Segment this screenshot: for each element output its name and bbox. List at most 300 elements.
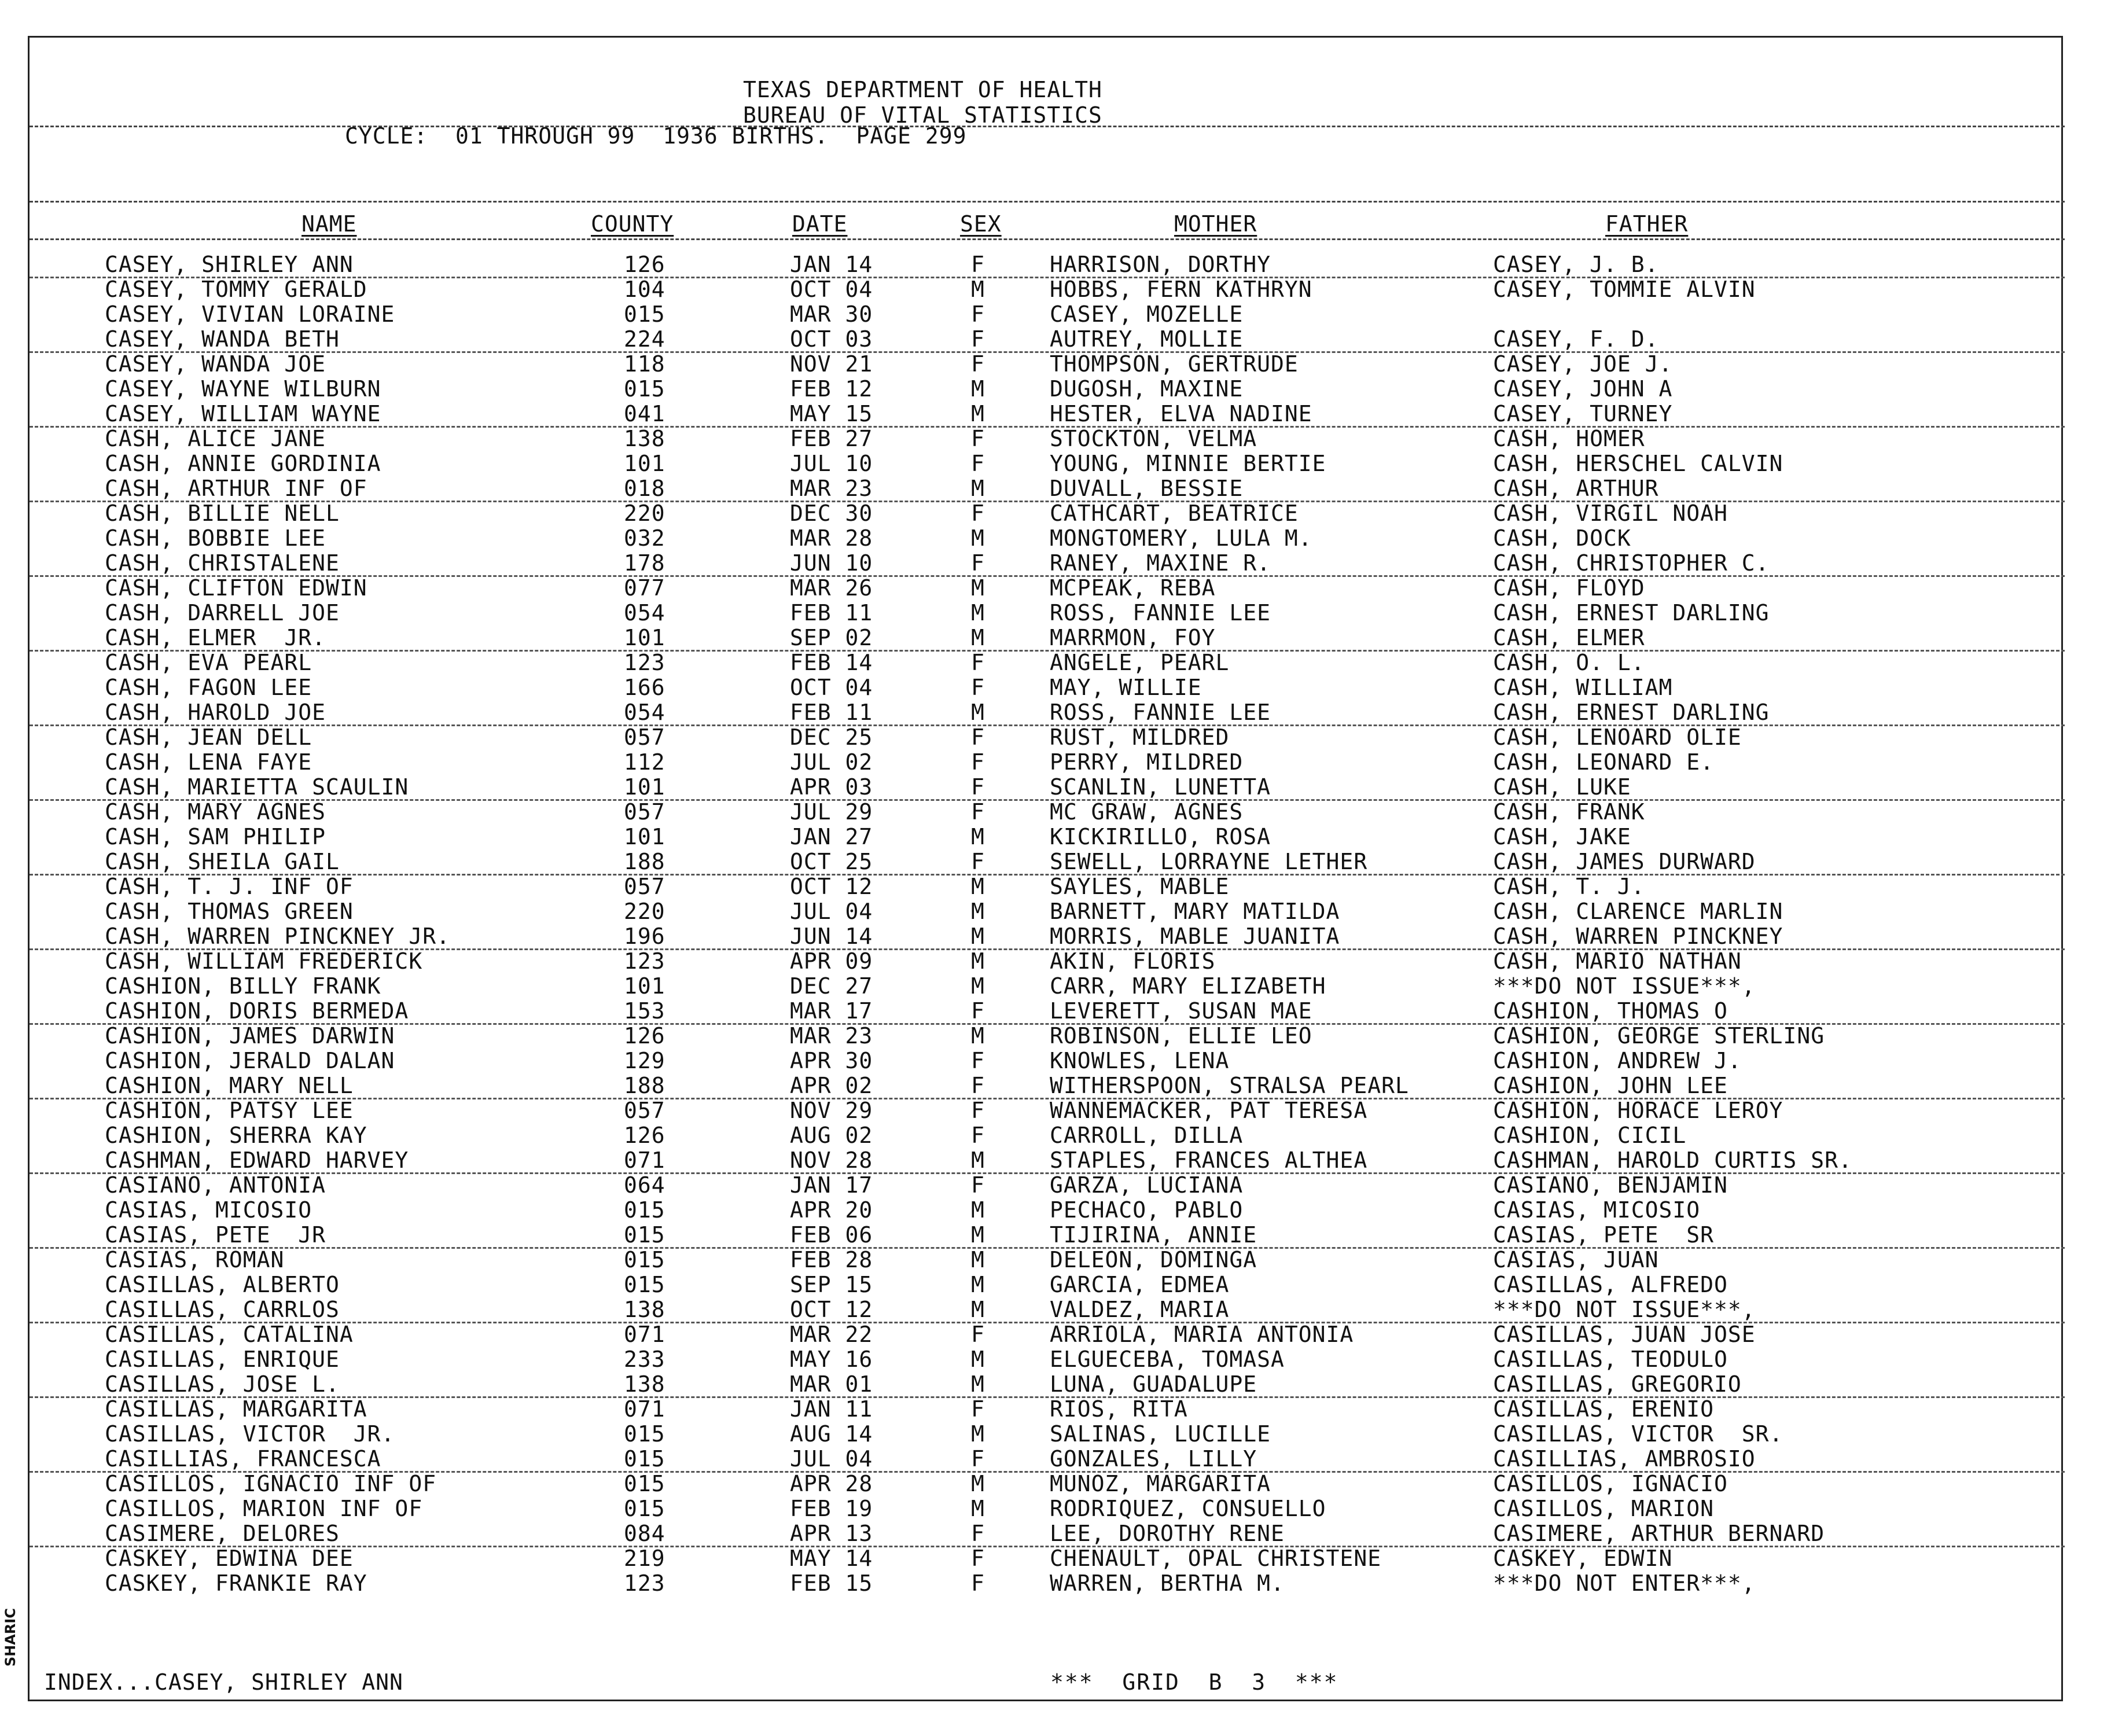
cell-mother: THOMPSON, GERTRUDE: [1050, 351, 1299, 377]
cell-county: 018: [624, 476, 665, 501]
cell-name: CASILLOS, MARION INF OF: [105, 1496, 423, 1521]
cell-father: CASH, FLOYD: [1493, 575, 1645, 601]
cell-date: JUL 04: [790, 1446, 873, 1472]
page-frame: [28, 36, 2063, 1701]
cell-sex: F: [971, 1571, 985, 1596]
cell-date: FEB 28: [790, 1247, 873, 1272]
cell-sex: M: [971, 476, 985, 501]
cell-father: CASHION, JOHN LEE: [1493, 1073, 1728, 1098]
cell-sex: M: [971, 700, 985, 725]
cell-sex: M: [971, 600, 985, 626]
table-row: [30, 326, 2065, 353]
table-row: [30, 948, 2065, 973]
cell-county: 015: [624, 1496, 665, 1521]
footer-grid: *** GRID B 3 ***: [1050, 1669, 1338, 1695]
cell-date: NOV 29: [790, 1098, 873, 1123]
cell-name: CASILLAS, ENRIQUE: [105, 1347, 340, 1372]
cell-name: CASH, THOMAS GREEN: [105, 899, 354, 924]
cell-county: 224: [624, 326, 665, 352]
cell-date: DEC 27: [790, 973, 873, 999]
table-row: [30, 252, 2065, 278]
table-row: [30, 899, 2065, 924]
cell-mother: SEWELL, LORRAYNE LETHER: [1050, 849, 1368, 874]
cell-name: CASH, ALICE JANE: [105, 426, 326, 451]
cell-sex: F: [971, 1546, 985, 1571]
table-row: [30, 650, 2065, 675]
cell-mother: MONGTOMERY, LULA M.: [1050, 525, 1312, 551]
table-row: [30, 774, 2065, 801]
cell-father: CASH, VIRGIL NOAH: [1493, 501, 1728, 526]
cell-county: 188: [624, 849, 665, 874]
cell-name: CASH, MARIETTA SCAULIN: [105, 774, 409, 800]
cell-date: DEC 25: [790, 724, 873, 750]
cell-father: CASH, CHRISTOPHER C.: [1493, 550, 1770, 576]
cell-sex: M: [971, 277, 985, 302]
cell-mother: RODRIQUEZ, CONSUELLO: [1050, 1496, 1326, 1521]
cell-sex: M: [971, 1496, 985, 1521]
cell-mother: YOUNG, MINNIE BERTIE: [1050, 451, 1326, 476]
cell-mother: PECHACO, PABLO: [1050, 1197, 1244, 1223]
cell-father: CASIMERE, ARTHUR BERNARD: [1493, 1521, 1825, 1546]
cell-sex: F: [971, 351, 985, 377]
header-divider-middle: [30, 201, 2065, 203]
cell-father: CASH, DOCK: [1493, 525, 1631, 551]
cell-sex: M: [971, 1272, 985, 1297]
cell-father: CASH, ERNEST DARLING: [1493, 700, 1770, 725]
cell-father: CASH, WARREN PINCKNEY: [1493, 924, 1783, 949]
cell-mother: WARREN, BERTHA M.: [1050, 1571, 1285, 1596]
cell-father: CASH, JAKE: [1493, 824, 1631, 849]
table-row: [30, 1023, 2065, 1048]
cell-sex: F: [971, 1123, 985, 1148]
cell-name: CASHION, MARY NELL: [105, 1073, 354, 1098]
cell-date: FEB 11: [790, 600, 873, 626]
cell-sex: M: [971, 874, 985, 899]
cell-date: FEB 14: [790, 650, 873, 675]
cell-date: APR 09: [790, 948, 873, 974]
cell-date: SEP 15: [790, 1272, 873, 1297]
cell-date: AUG 14: [790, 1421, 873, 1447]
cell-father: CASILLAS, ALFREDO: [1493, 1272, 1728, 1297]
cell-county: 178: [624, 550, 665, 576]
table-row: [30, 1172, 2065, 1197]
cell-date: OCT 25: [790, 849, 873, 874]
cell-mother: KICKIRILLO, ROSA: [1050, 824, 1271, 849]
cell-mother: HESTER, ELVA NADINE: [1050, 401, 1312, 426]
cell-mother: CARROLL, DILLA: [1050, 1123, 1244, 1148]
cell-name: CASEY, WANDA JOE: [105, 351, 326, 377]
table-row: [30, 376, 2065, 401]
cell-father: CASILLAS, VICTOR SR.: [1493, 1421, 1783, 1447]
cell-name: CASKEY, FRANKIE RAY: [105, 1571, 367, 1596]
cell-date: JUN 10: [790, 550, 873, 576]
cell-sex: M: [971, 1371, 985, 1397]
cell-county: 101: [624, 774, 665, 800]
cell-date: MAR 30: [790, 301, 873, 327]
table-row: [30, 1347, 2065, 1371]
cell-name: CASH, BILLIE NELL: [105, 501, 340, 526]
cell-name: CASILLAS, CATALINA: [105, 1322, 354, 1347]
cell-name: CASEY, WAYNE WILBURN: [105, 376, 381, 402]
cell-county: 041: [624, 401, 665, 426]
cell-mother: RIOS, RITA: [1050, 1396, 1188, 1422]
cell-name: CASH, MARY AGNES: [105, 799, 326, 825]
cell-mother: RANEY, MAXINE R.: [1050, 550, 1271, 576]
table-row: [30, 1496, 2065, 1521]
cell-county: 126: [624, 1123, 665, 1148]
cell-sex: M: [971, 948, 985, 974]
table-row: [30, 401, 2065, 428]
cell-date: OCT 03: [790, 326, 873, 352]
cell-name: CASHION, JERALD DALAN: [105, 1048, 395, 1073]
cell-county: 015: [624, 1421, 665, 1447]
cell-father: CASEY, JOHN A: [1493, 376, 1673, 402]
cell-sex: F: [971, 849, 985, 874]
cell-name: CASILLAS, MARGARITA: [105, 1396, 367, 1422]
cell-father: CASKEY, EDWIN: [1493, 1546, 1673, 1571]
cell-name: CASIAS, ROMAN: [105, 1247, 285, 1272]
cell-date: FEB 06: [790, 1222, 873, 1248]
cell-father: CASEY, JOE J.: [1493, 351, 1673, 377]
cell-mother: AKIN, FLORIS: [1050, 948, 1216, 974]
cell-mother: WITHERSPOON, STRALSA PEARL: [1050, 1073, 1409, 1098]
cell-sex: M: [971, 625, 985, 650]
table-row: [30, 301, 2065, 326]
table-row: [30, 1371, 2065, 1398]
cell-name: CASH, SAM PHILIP: [105, 824, 326, 849]
cell-mother: HOBBS, FERN KATHRYN: [1050, 277, 1312, 302]
cell-county: 233: [624, 1347, 665, 1372]
cell-county: 188: [624, 1073, 665, 1098]
cell-name: CASH, BOBBIE LEE: [105, 525, 326, 551]
cell-father: CASILLAS, JUAN JOSE: [1493, 1322, 1756, 1347]
cell-date: APR 28: [790, 1471, 873, 1496]
cell-county: 123: [624, 650, 665, 675]
cell-name: CASH, JEAN DELL: [105, 724, 312, 750]
cell-county: 153: [624, 998, 665, 1024]
cell-name: CASH, CLIFTON EDWIN: [105, 575, 367, 601]
cell-sex: F: [971, 1322, 985, 1347]
cell-father: CASHION, ANDREW J.: [1493, 1048, 1742, 1073]
cell-name: CASH, CHRISTALENE: [105, 550, 340, 576]
cell-father: CASH, FRANK: [1493, 799, 1645, 825]
cell-father: CASILLAS, ERENIO: [1493, 1396, 1715, 1422]
cell-mother: DUGOSH, MAXINE: [1050, 376, 1244, 402]
table-row: [30, 1247, 2065, 1272]
cell-date: JUL 04: [790, 899, 873, 924]
cell-mother: PERRY, MILDRED: [1050, 749, 1244, 775]
column-header-county: COUNTY: [591, 211, 674, 237]
cell-mother: CARR, MARY ELIZABETH: [1050, 973, 1326, 999]
cell-county: 138: [624, 426, 665, 451]
cell-name: CASHION, BILLY FRANK: [105, 973, 381, 999]
table-row: [30, 700, 2065, 726]
cell-name: CASHION, PATSY LEE: [105, 1098, 354, 1123]
cell-mother: CATHCART, BEATRICE: [1050, 501, 1299, 526]
table-row: [30, 501, 2065, 525]
cell-county: 101: [624, 973, 665, 999]
cell-mother: LUNA, GUADALUPE: [1050, 1371, 1257, 1397]
cell-mother: VALDEZ, MARIA: [1050, 1297, 1230, 1322]
cell-name: CASEY, SHIRLEY ANN: [105, 252, 354, 277]
cell-sex: F: [971, 774, 985, 800]
column-header-mother: MOTHER: [1174, 211, 1257, 237]
cell-date: JUL 10: [790, 451, 873, 476]
cell-date: MAR 22: [790, 1322, 873, 1347]
cell-name: CASILLAS, VICTOR JR.: [105, 1421, 395, 1447]
cell-father: CASH, T. J.: [1493, 874, 1645, 899]
cell-father: CASIAS, MICOSIO: [1493, 1197, 1701, 1223]
header-divider-bottom: [30, 238, 2065, 240]
table-row: [30, 351, 2065, 376]
cell-mother: DELEON, DOMINGA: [1050, 1247, 1257, 1272]
cell-date: FEB 11: [790, 700, 873, 725]
cell-date: MAR 23: [790, 1023, 873, 1049]
table-row: [30, 1197, 2065, 1222]
cell-mother: GARCIA, EDMEA: [1050, 1272, 1230, 1297]
cell-name: CASIAS, PETE JR: [105, 1222, 326, 1248]
cell-sex: F: [971, 1073, 985, 1098]
cell-county: 015: [624, 1446, 665, 1472]
table-row: [30, 1546, 2065, 1571]
column-header-date: DATE: [792, 211, 848, 237]
cell-date: APR 02: [790, 1073, 873, 1098]
table-row: [30, 575, 2065, 600]
table-row: [30, 277, 2065, 301]
cell-father: CASHION, HORACE LEROY: [1493, 1098, 1783, 1123]
cell-date: OCT 04: [790, 277, 873, 302]
cell-mother: LEVERETT, SUSAN MAE: [1050, 998, 1312, 1024]
table-row: [30, 1048, 2065, 1073]
cell-sex: M: [971, 376, 985, 402]
table-row: [30, 550, 2065, 577]
cell-name: CASH, SHEILA GAIL: [105, 849, 340, 874]
cell-sex: M: [971, 973, 985, 999]
cell-sex: F: [971, 998, 985, 1024]
cell-county: 054: [624, 700, 665, 725]
cell-county: 101: [624, 451, 665, 476]
cell-county: 104: [624, 277, 665, 302]
cell-father: ***DO NOT ISSUE***,: [1493, 973, 1756, 999]
cell-sex: M: [971, 1023, 985, 1049]
table-row: [30, 1123, 2065, 1147]
cell-county: 057: [624, 874, 665, 899]
cell-name: CASIMERE, DELORES: [105, 1521, 340, 1546]
cell-mother: SALINAS, LUCILLE: [1050, 1421, 1271, 1447]
cell-date: MAY 15: [790, 401, 873, 426]
cell-county: 219: [624, 1546, 665, 1571]
cell-father: CASH, ARTHUR: [1493, 476, 1659, 501]
cell-mother: LEE, DOROTHY RENE: [1050, 1521, 1285, 1546]
cell-mother: HARRISON, DORTHY: [1050, 252, 1271, 277]
cell-father: CASH, MARIO NATHAN: [1493, 948, 1742, 974]
cell-county: 123: [624, 948, 665, 974]
cell-name: CASILLAS, JOSE L.: [105, 1371, 340, 1397]
cell-date: FEB 12: [790, 376, 873, 402]
cycle-line: CYCLE: 01 THROUGH 99 1936 BIRTHS. PAGE 299: [345, 123, 967, 149]
cell-sex: M: [971, 401, 985, 426]
table-row: [30, 1297, 2065, 1323]
cell-name: CASH, WILLIAM FREDERICK: [105, 948, 423, 974]
cell-county: 057: [624, 799, 665, 825]
cell-mother: AUTREY, MOLLIE: [1050, 326, 1244, 352]
cell-county: 057: [624, 724, 665, 750]
cell-name: CASH, ARTHUR INF OF: [105, 476, 367, 501]
cell-name: CASEY, VIVIAN LORAINE: [105, 301, 395, 327]
cell-mother: ANGELE, PEARL: [1050, 650, 1230, 675]
cell-mother: DUVALL, BESSIE: [1050, 476, 1244, 501]
cell-sex: F: [971, 1172, 985, 1198]
cell-father: CASH, WILLIAM: [1493, 675, 1673, 700]
cell-mother: MORRIS, MABLE JUANITA: [1050, 924, 1340, 949]
cell-sex: F: [971, 1396, 985, 1422]
cell-date: FEB 15: [790, 1571, 873, 1596]
cell-county: 126: [624, 1023, 665, 1049]
cell-date: AUG 02: [790, 1123, 873, 1148]
cell-mother: SCANLIN, LUNETTA: [1050, 774, 1271, 800]
cell-mother: ROSS, FANNIE LEE: [1050, 600, 1271, 626]
cell-sex: F: [971, 799, 985, 825]
cell-father: ***DO NOT ENTER***,: [1493, 1571, 1756, 1596]
cell-name: CASH, ELMER JR.: [105, 625, 326, 650]
table-row: [30, 824, 2065, 849]
table-row: [30, 874, 2065, 899]
cell-father: CASHMAN, HAROLD CURTIS SR.: [1493, 1147, 1852, 1173]
cell-sex: F: [971, 426, 985, 451]
table-row: [30, 600, 2065, 625]
cell-mother: ARRIOLA, MARIA ANTONIA: [1050, 1322, 1354, 1347]
cell-sex: F: [971, 650, 985, 675]
cell-name: CASHMAN, EDWARD HARVEY: [105, 1147, 409, 1173]
cell-county: 015: [624, 1222, 665, 1248]
cell-date: JAN 27: [790, 824, 873, 849]
cell-mother: ELGUECEBA, TOMASA: [1050, 1347, 1285, 1372]
cell-date: APR 13: [790, 1521, 873, 1546]
table-row: [30, 1322, 2065, 1347]
cell-mother: ROSS, FANNIE LEE: [1050, 700, 1271, 725]
cell-date: JAN 17: [790, 1172, 873, 1198]
cell-name: CASILLOS, IGNACIO INF OF: [105, 1471, 437, 1496]
cell-father: CASEY, TURNEY: [1493, 401, 1673, 426]
table-row: [30, 451, 2065, 476]
cell-name: CASILLAS, ALBERTO: [105, 1272, 340, 1297]
cell-father: CASILLOS, MARION: [1493, 1496, 1715, 1521]
cell-father: CASILLOS, IGNACIO: [1493, 1471, 1728, 1496]
cell-sex: F: [971, 724, 985, 750]
cell-father: CASH, JAMES DURWARD: [1493, 849, 1756, 874]
cell-father: CASEY, TOMMIE ALVIN: [1493, 277, 1756, 302]
cell-date: MAR 23: [790, 476, 873, 501]
table-row: [30, 476, 2065, 502]
cell-mother: KNOWLES, LENA: [1050, 1048, 1230, 1073]
cell-name: CASEY, WILLIAM WAYNE: [105, 401, 381, 426]
cell-mother: MC GRAW, AGNES: [1050, 799, 1244, 825]
cell-county: 015: [624, 1471, 665, 1496]
cell-name: CASHION, SHERRA KAY: [105, 1123, 367, 1148]
cell-name: CASILLAS, CARRLOS: [105, 1297, 340, 1322]
cell-county: 112: [624, 749, 665, 775]
table-row: [30, 1421, 2065, 1446]
cell-sex: M: [971, 575, 985, 601]
cell-county: 123: [624, 1571, 665, 1596]
table-row: [30, 849, 2065, 876]
cell-mother: MUNOZ, MARGARITA: [1050, 1471, 1271, 1496]
cell-mother: CASEY, MOZELLE: [1050, 301, 1244, 327]
cell-name: CASEY, TOMMY GERALD: [105, 277, 367, 302]
cell-father: CASIAS, PETE SR: [1493, 1222, 1715, 1248]
cell-county: 015: [624, 1247, 665, 1272]
table-row: [30, 1272, 2065, 1297]
cell-name: CASEY, WANDA BETH: [105, 326, 340, 352]
table-row: [30, 426, 2065, 451]
cell-name: CASH, T. J. INF OF: [105, 874, 354, 899]
cell-sex: F: [971, 1048, 985, 1073]
cell-father: ***DO NOT ISSUE***,: [1493, 1297, 1756, 1322]
cell-county: 071: [624, 1396, 665, 1422]
cell-date: MAY 14: [790, 1546, 873, 1571]
cell-mother: WANNEMACKER, PAT TERESA: [1050, 1098, 1368, 1123]
cell-mother: SAYLES, MABLE: [1050, 874, 1230, 899]
cell-date: OCT 04: [790, 675, 873, 700]
cell-sex: F: [971, 675, 985, 700]
cell-sex: F: [971, 550, 985, 576]
table-row: [30, 675, 2065, 700]
cell-date: JAN 14: [790, 252, 873, 277]
cell-sex: F: [971, 1098, 985, 1123]
cell-mother: ROBINSON, ELLIE LEO: [1050, 1023, 1312, 1049]
cell-date: MAY 16: [790, 1347, 873, 1372]
cell-father: CASHION, CICIL: [1493, 1123, 1687, 1148]
cell-county: 101: [624, 824, 665, 849]
cell-sex: M: [971, 1297, 985, 1322]
cell-date: FEB 27: [790, 426, 873, 451]
cell-county: 129: [624, 1048, 665, 1073]
cell-county: 126: [624, 252, 665, 277]
cell-sex: F: [971, 301, 985, 327]
cell-date: APR 20: [790, 1197, 873, 1223]
cell-father: CASHION, GEORGE STERLING: [1493, 1023, 1825, 1049]
header-divider-top: [30, 126, 2065, 127]
cell-name: CASH, FAGON LEE: [105, 675, 312, 700]
cell-date: JUL 02: [790, 749, 873, 775]
cell-sex: M: [971, 1247, 985, 1272]
cell-mother: MARRMON, FOY: [1050, 625, 1216, 650]
cell-father: CASH, HOMER: [1493, 426, 1645, 451]
cell-sex: M: [971, 1471, 985, 1496]
table-row: [30, 724, 2065, 749]
cell-mother: MAY, WILLIE: [1050, 675, 1202, 700]
cell-county: 084: [624, 1521, 665, 1546]
cell-father: CASH, ELMER: [1493, 625, 1645, 650]
table-row: [30, 1571, 2065, 1595]
cell-county: 196: [624, 924, 665, 949]
cell-sex: M: [971, 525, 985, 551]
cell-name: CASIAS, MICOSIO: [105, 1197, 312, 1223]
cell-sex: F: [971, 252, 985, 277]
cell-father: CASHION, THOMAS O: [1493, 998, 1728, 1024]
cell-county: 054: [624, 600, 665, 626]
cell-county: 015: [624, 1272, 665, 1297]
cell-county: 057: [624, 1098, 665, 1123]
table-row: [30, 1521, 2065, 1547]
cell-sex: M: [971, 1421, 985, 1447]
cell-date: JAN 11: [790, 1396, 873, 1422]
cell-father: CASH, ERNEST DARLING: [1493, 600, 1770, 626]
cell-mother: RUST, MILDRED: [1050, 724, 1230, 750]
table-row: [30, 1446, 2065, 1473]
cell-father: CASIANO, BENJAMIN: [1493, 1172, 1728, 1198]
cell-county: 032: [624, 525, 665, 551]
